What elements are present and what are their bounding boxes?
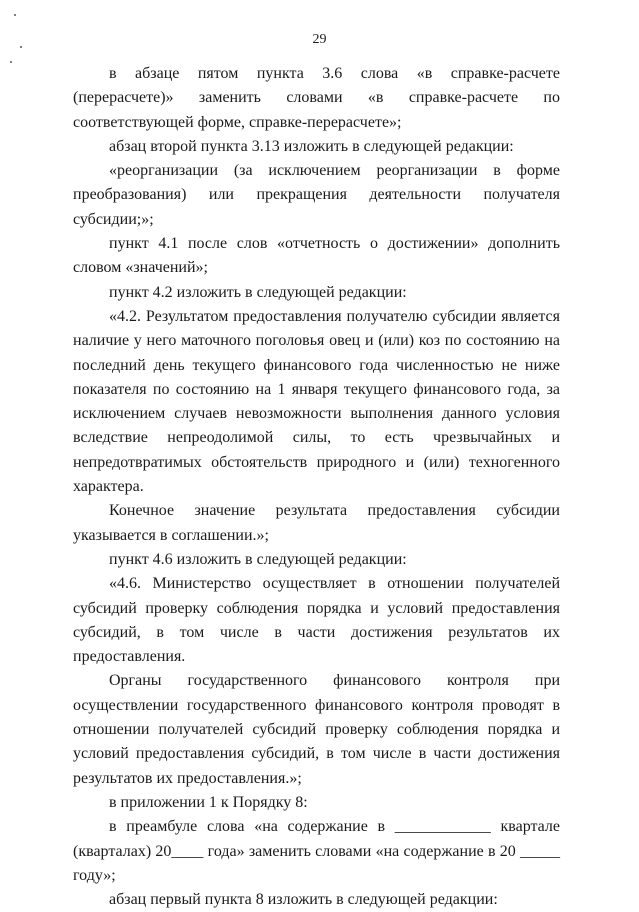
paragraph: пункт 4.1 после слов «отчетность о достижении» дополнить словом «значений»; (73, 235, 560, 277)
page-number: 29 (312, 32, 327, 47)
paragraph: Органы государственного финансового контроля при осуществлении государственного финансового контроля проводят в отношении получателей субсидий проверку соблюдения порядка и условий предоставления субсидий, в том числе в части достижения результатов их предоставления.»; (73, 672, 560, 787)
document-body (73, 62, 560, 912)
paragraph: пункт 4.6 изложить в следующей редакции: (109, 550, 407, 568)
scan-speck (10, 61, 12, 63)
paragraph: в преамбуле слова «на содержание в ____________ квартале (кварталах) 20____ года» заменить словами «на содержание в 20 _____ году»; (73, 818, 560, 884)
paragraph: в приложении 1 к Порядку 8: (109, 793, 308, 811)
paragraph: «реорганизации (за исключением реорганизации в форме преобразования) или прекращения деятельности получателя субсидии;»; (73, 162, 560, 228)
paragraph: абзац первый пункта 8 изложить в следующей редакции: (109, 891, 498, 909)
paragraph: пункт 4.2 изложить в следующей редакции: (109, 283, 407, 301)
paragraph: «4.6. Министерство осуществляет в отношении получателей субсидий проверку соблюдения порядка и условий предоставления субсидий, в том числе в части достижения результатов их предоставления. (73, 575, 560, 666)
paragraph: абзац второй пункта 3.13 изложить в следующей редакции: (109, 137, 514, 155)
scan-speck (14, 14, 16, 16)
paragraph: Конечное значение результата предоставления субсидии указывается в соглашении.»; (73, 502, 560, 544)
paragraph: «4.2. Результатом предоставления получателю субсидии является наличие у него маточного поголовья овец и (или) коз по состоянию на последний день текущего финансового года численностью не ниже показателя по состоянию на 1 января текущего финансового года, за исключением случаев невозможности выполнения данного условия вследствие непреодолимой силы, то есть чрезвычайных и непредотвратимых обстоятельств природного и (или) техногенного характера. (73, 307, 560, 496)
paragraph: в абзаце пятом пункта 3.6 слова «в справке-расчете (перерасчете)» заменить словами «в справке-расчете по соответствующей форме, справке-перерасчете»; (73, 65, 560, 131)
